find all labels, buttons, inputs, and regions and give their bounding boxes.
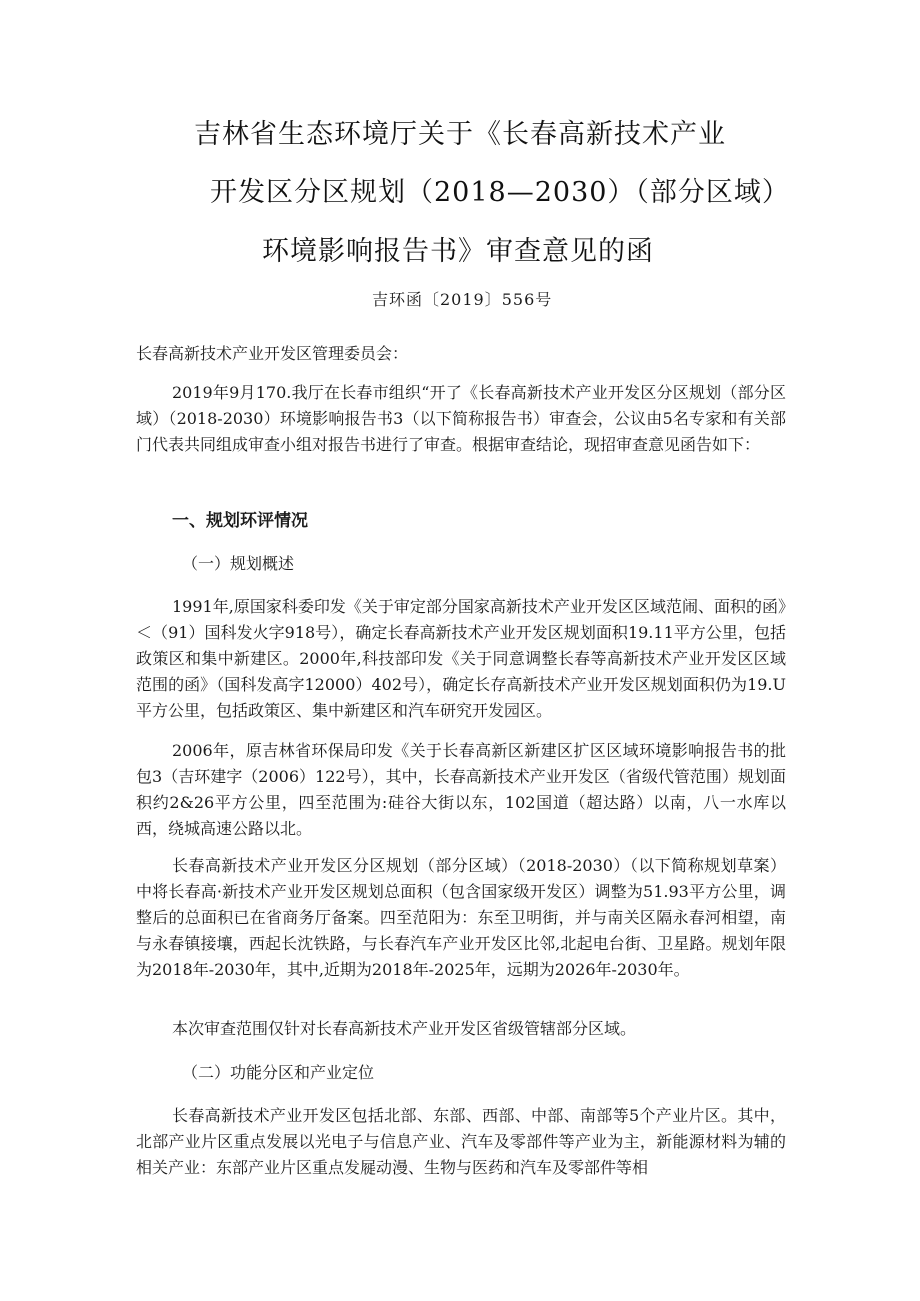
intro-paragraph: 2019年9月170.我厅在长春市组织“开了《长春高新技术产业开发区分区规划（部分区域）（2018-2030）环境影响报告书3（以下简称报告书）审查会，公议由5名专家和有关部门代表共同组成审查小组对报告书进行了审查。根据审查结论，现招审查意见函告如下： (136, 383, 786, 454)
paragraph-zoning: 长春高新技术产业开发区分区规划（部分区域）（2018-2030）（以下简称规划草案）中将长春高·新技术产业开发区规划总面积（包含国家级开发区）调整为51.93平方公里，调整后的总面积已在省商务厅备案。四至范阳为：东至卫明街，并与南关区隔永春河相望，南与永春镇接壤，西起长沈铁路，与长春汽车产业开发区比邻,北起电台街、卫星路。规划年限为2018年-2030年，其中,近期为2018年-2025年，远期为2026年-2030年。 (136, 856, 786, 979)
subsection-1-heading: （一）规划概述 (182, 554, 295, 573)
section-1-heading: 一、规划环评情况 (172, 511, 308, 531)
document-title-line-3: 环境影响报告书》审查意见的函 (262, 236, 654, 267)
addressee: 长春高新技术产业开发区管理委员会： (136, 344, 409, 363)
paragraph-industry: 长春高新技术产业开发区包括北部、东部、西部、中部、南部等5个产业片区。其中，北部产业片区重点发展以光电子与信息产业、汽车及零部件等产业为主，新能源材料为辅的相关产业：东部产业片区重点发屣动漫、生物与医药和汽车及零部件等相 (136, 1106, 786, 1177)
document-number: 吉环函〔2019〕556号 (372, 290, 553, 309)
subsection-2-heading: （二）功能分区和产业定位 (182, 1063, 375, 1082)
paragraph-scope: 本次审查范围仅针对长春高新技术产业开发区省级管辖部分区域。 (172, 1019, 637, 1038)
document-title-line-2: 开发区分区规划（2018—2030）（部分区域） (210, 177, 790, 208)
paragraph-1991: 1991年,原国家科委印发《关于审定部分国家高新技术产业开发区区域范闹、面积的函》＜（91）国科发火字918号），确定长春高新技术产业开发区规划面积19.11平方公里，包括政策区和集中新建区。2000年,科技部印发《关于同意调整长春等高新技术产业开发区区域范围的函》（国科发高字12000）402号），确定长存高新技术产业开发区规划面积仍为19.U平方公里，包括政策区、集中新建区和汽车研究开发园区。 (136, 597, 786, 720)
paragraph-2006: 2006年，原吉林省环保局印发《关于长春高新区新建区扩区区域环境影响报告书的批包3（吉环建字（2006）122号），其中，长春高新技术产业开发区（省级代管范围）规划面积约2&26平方公里，四至范围为:硅谷大街以东，102国道（超达路）以南，八一水库以西，绕城高速公路以北。 (136, 741, 786, 838)
document-title-line-1: 吉林省生态环境厅关于《长春高新技术产业 (194, 119, 726, 150)
